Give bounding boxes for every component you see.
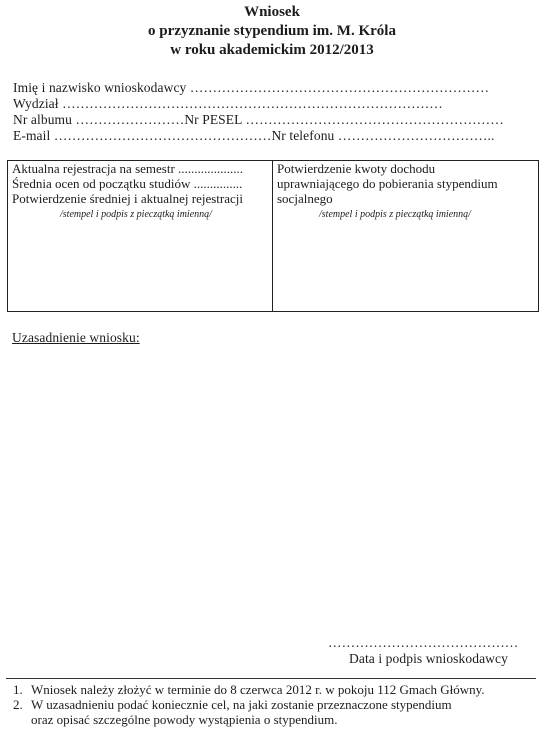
confirmation-box bbox=[7, 160, 539, 312]
pesel-label: Nr PESEL bbox=[184, 112, 242, 127]
album-label: Nr albumu bbox=[13, 112, 73, 127]
income-confirmation-line2: uprawniającego do pobierania stypendium bbox=[277, 176, 498, 191]
registration-semester-line: Aktualna rejestracja na semestr .................... bbox=[12, 161, 244, 176]
academic-year-line: w roku akademickim 2012/2013 bbox=[170, 42, 374, 58]
note-1-number: 1. bbox=[13, 682, 23, 697]
album-pesel-field-row bbox=[13, 112, 504, 128]
document-subtitle: o przyznanie stypendium im. M. Króla bbox=[148, 23, 396, 39]
note-2-text-line2: oraz opisać szczególne powody wystąpienia o stypendium. bbox=[31, 712, 338, 727]
note-1-text: Wniosek należy złożyć w terminie do 8 czerwca 2012 r. w pokoju 112 Gmach Główny. bbox=[31, 682, 485, 697]
grade-average-line: Średnia ocen od początku studiów ............... bbox=[12, 176, 243, 191]
faculty-fill-dots[interactable]: ………………………………………………………………………… bbox=[62, 96, 443, 111]
faculty-label: Wydział bbox=[13, 96, 59, 111]
income-confirmation-line1: Potwierdzenie kwoty dochodu bbox=[277, 161, 436, 176]
name-field-row bbox=[13, 80, 489, 96]
phone-label: Nr telefonu bbox=[271, 128, 335, 143]
name-label: Imię i nazwisko wnioskodawcy bbox=[13, 80, 187, 95]
signature-caption: Data i podpis wnioskodawcy bbox=[349, 651, 508, 666]
name-fill-dots[interactable]: ………………………………………………………… bbox=[189, 80, 490, 95]
email-fill-dots[interactable]: ………………………………………… bbox=[53, 128, 272, 143]
footer-divider bbox=[6, 678, 536, 679]
signature-fill-dots[interactable]: …………………………………… bbox=[328, 635, 519, 650]
email-label: E-mail bbox=[13, 128, 51, 143]
note-2-number: 2. bbox=[13, 697, 23, 712]
album-fill-dots[interactable]: …………………… bbox=[75, 112, 185, 127]
grade-confirmation-line: Potwierdzenie średniej i aktualnej rejestracji bbox=[12, 191, 244, 206]
email-phone-field-row bbox=[13, 128, 494, 144]
justification-label: Uzasadnienie wniosku: bbox=[12, 330, 140, 345]
box-divider bbox=[272, 161, 273, 311]
note-2-text-line1: W uzasadnieniu podać koniecznie cel, na jaki zostanie przeznaczone stypendium bbox=[31, 697, 452, 712]
income-confirmation-line3: socjalnego bbox=[277, 191, 333, 206]
pesel-fill-dots[interactable]: ………………………………………………… bbox=[245, 112, 504, 127]
faculty-field-row bbox=[13, 96, 443, 112]
left-stamp-caption: /stempel i podpis z pieczątką imienną/ bbox=[60, 209, 212, 220]
phone-fill-dots[interactable]: …………………………….. bbox=[337, 128, 495, 143]
justification-area[interactable] bbox=[12, 350, 532, 630]
document-title: Wniosek bbox=[244, 4, 300, 20]
right-stamp-caption: /stempel i podpis z pieczątką imienną/ bbox=[319, 209, 471, 220]
